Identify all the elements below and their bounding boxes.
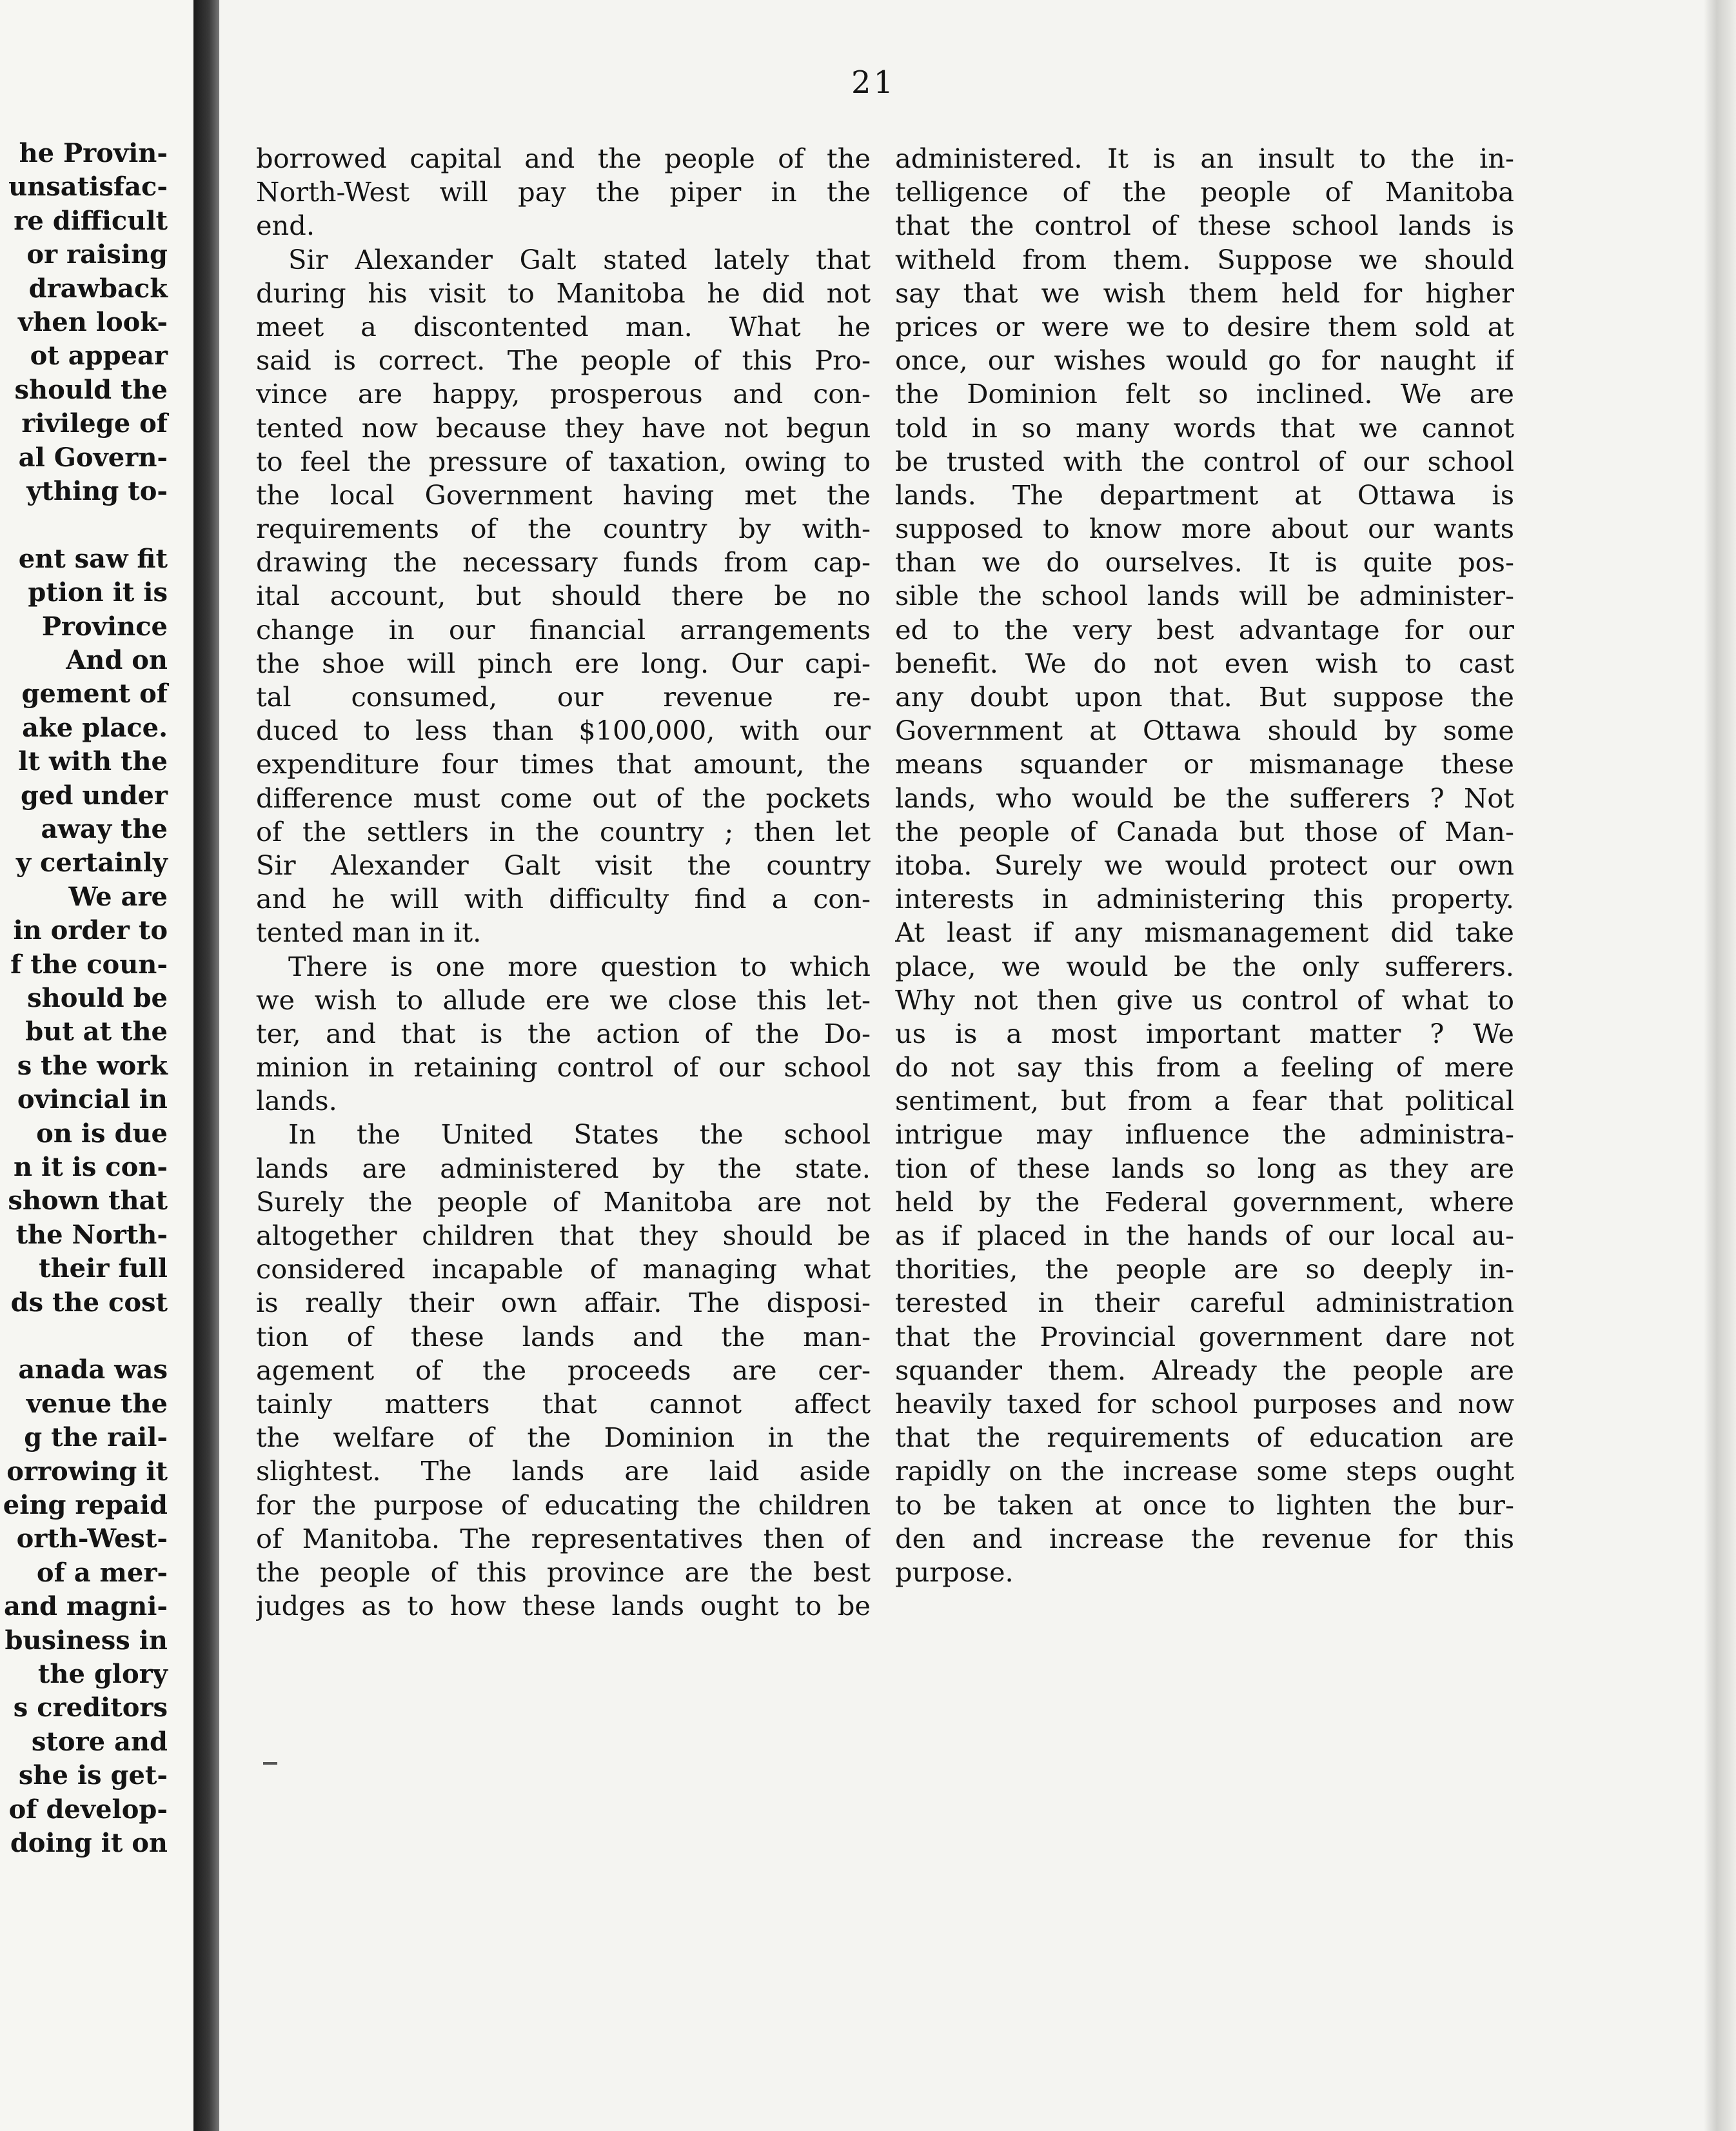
text-line: the welfare of the Dominion in the bbox=[256, 1422, 871, 1454]
fragment-line: doing it on bbox=[10, 1828, 168, 1858]
fragment-line: ake place. bbox=[22, 712, 168, 743]
fragment-line: gement of bbox=[21, 679, 168, 709]
text-line: expenditure four times that amount, the bbox=[256, 748, 871, 780]
text-line: to be taken at once to lighten the bur- bbox=[895, 1489, 1514, 1521]
fragment-line: lt with the bbox=[18, 746, 168, 777]
fragment-line: business in bbox=[5, 1625, 168, 1656]
text-line: difference must come out of the pockets bbox=[256, 782, 871, 814]
text-line: lands. The department at Ottawa is bbox=[895, 479, 1514, 511]
text-line: do not say this from a feeling of mere bbox=[895, 1051, 1514, 1084]
text-line: held by the Federal government, where bbox=[895, 1185, 1514, 1218]
text-line: the shoe will pinch ere long. Our capi- bbox=[256, 647, 871, 679]
text-line: Surely the people of Manitoba are not bbox=[256, 1185, 871, 1218]
stray-mark bbox=[263, 1762, 277, 1765]
text-line: sible the school lands will be administer- bbox=[895, 580, 1514, 612]
text-line: thorities, the people are so deeply in- bbox=[895, 1253, 1514, 1285]
text-line: meet a discontented man. What he bbox=[256, 310, 871, 342]
text-line: as if placed in the hands of our local au- bbox=[895, 1220, 1514, 1251]
fragment-line: ds the cost bbox=[10, 1287, 168, 1318]
text-line: that the control of these school lands is bbox=[895, 210, 1514, 242]
text-line: tented man in it. bbox=[256, 917, 482, 949]
text-line: administered. It is an insult to the in- bbox=[895, 143, 1514, 174]
fragment-line: of a mer- bbox=[36, 1557, 168, 1588]
text-line: intrigue may influence the administra- bbox=[895, 1118, 1514, 1151]
text-line: purpose. bbox=[895, 1556, 1014, 1588]
fragment-line: ged under bbox=[21, 780, 168, 811]
text-column-right bbox=[895, 142, 1514, 1589]
fragment-line: f the coun- bbox=[10, 949, 168, 980]
text-line: telligence of the people of Manitoba bbox=[895, 176, 1514, 208]
text-line: end. bbox=[256, 210, 315, 242]
text-line: of Manitoba. The representatives then of bbox=[256, 1522, 871, 1554]
text-line: the people of Canada but those of Man- bbox=[895, 815, 1514, 847]
text-line: that the Provincial government dare not bbox=[895, 1320, 1514, 1353]
text-line: requirements of the country by with- bbox=[256, 513, 871, 545]
fragment-line: should be bbox=[27, 983, 168, 1013]
fragment-line: Province bbox=[41, 611, 168, 642]
fragment-line: and magni- bbox=[4, 1591, 168, 1622]
fragment-line: venue the bbox=[26, 1388, 168, 1419]
fragment-line: or raising bbox=[26, 239, 168, 270]
text-line: Government at Ottawa should by some bbox=[895, 715, 1514, 747]
text-line: said is correct. The people of this Pro- bbox=[256, 344, 871, 377]
text-line: is really their own affair. The disposi- bbox=[256, 1287, 871, 1319]
text-line: judges as to how these lands ought to be bbox=[256, 1590, 871, 1622]
text-line: witheld from them. Suppose we should bbox=[895, 243, 1514, 275]
fragment-line: away the bbox=[41, 814, 168, 844]
text-line: tal consumed, our revenue re- bbox=[256, 681, 871, 713]
text-line: rapidly on the increase some steps ought bbox=[895, 1455, 1514, 1487]
text-line: squander them. Already the people are bbox=[895, 1354, 1514, 1386]
text-line: of the settlers in the country ; then let bbox=[256, 815, 871, 847]
text-line: sentiment, but from a fear that political bbox=[895, 1085, 1514, 1117]
fragment-line: And on bbox=[66, 645, 168, 675]
fragment-line: he Provin- bbox=[19, 138, 168, 168]
fragment-line: orrowing it bbox=[6, 1456, 168, 1487]
text-line: tion of these lands and the man- bbox=[256, 1320, 871, 1353]
text-line: we wish to allude ere we close this let- bbox=[256, 984, 871, 1016]
text-line: duced to less than $100,000, with our bbox=[256, 715, 871, 747]
facing-page-fragment bbox=[0, 0, 193, 2131]
text-line: At least if any mismanagement did take bbox=[895, 917, 1514, 949]
fragment-line: g the rail- bbox=[24, 1422, 168, 1453]
fragment-line: the North- bbox=[15, 1219, 168, 1250]
fragment-line: store and bbox=[31, 1726, 168, 1757]
fragment-line: their full bbox=[39, 1253, 168, 1284]
text-line: and he will with difficulty find a con- bbox=[256, 883, 871, 915]
text-line: ed to the very best advantage for our bbox=[895, 613, 1514, 646]
text-line: than we do ourselves. It is quite pos- bbox=[895, 546, 1514, 579]
text-line: vince are happy, prosperous and con- bbox=[256, 378, 871, 410]
fragment-line: ything to- bbox=[26, 476, 168, 506]
text-line: the people of this province are the best bbox=[256, 1556, 871, 1588]
text-column-left bbox=[256, 142, 871, 1623]
text-line: to feel the pressure of taxation, owing to bbox=[256, 445, 871, 477]
text-line: told in so many words that we cannot bbox=[895, 411, 1514, 444]
text-line: tented now because they have not begun bbox=[256, 411, 871, 444]
text-line: say that we wish them held for higher bbox=[895, 277, 1514, 309]
text-line: us is a most important matter ? We bbox=[895, 1017, 1514, 1049]
text-line: Sir Alexander Galt visit the country bbox=[256, 849, 871, 881]
text-line: during his visit to Manitoba he did not bbox=[256, 277, 871, 309]
fragment-line: should the bbox=[14, 374, 168, 405]
fragment-line: anada was bbox=[18, 1354, 168, 1385]
text-line: supposed to know more about our wants bbox=[895, 513, 1514, 545]
text-line: interests in administering this property. bbox=[895, 883, 1514, 915]
text-line: drawing the necessary funds from cap- bbox=[256, 546, 871, 579]
fragment-line: in order to bbox=[13, 915, 168, 946]
fragment-line: she is get- bbox=[18, 1760, 168, 1791]
text-line: itoba. Surely we would protect our own bbox=[895, 849, 1514, 881]
text-line: place, we would be the only sufferers. bbox=[895, 950, 1514, 982]
text-line: once, our wishes would go for naught if bbox=[895, 344, 1514, 377]
text-line: ter, and that is the action of the Do- bbox=[256, 1017, 871, 1049]
fragment-line: ot appear bbox=[30, 341, 168, 372]
text-line: ital account, but should there be no bbox=[256, 580, 871, 612]
fragment-line: but at the bbox=[25, 1016, 168, 1047]
fragment-line: the glory bbox=[37, 1659, 168, 1689]
text-line: slightest. The lands are laid aside bbox=[256, 1455, 871, 1487]
text-line: Sir Alexander Galt stated lately that bbox=[288, 243, 871, 275]
fragment-line: al Govern- bbox=[18, 442, 168, 473]
page-number: 21 bbox=[851, 64, 896, 101]
fragment-line: ption it is bbox=[28, 577, 168, 608]
fragment-line: n it is con- bbox=[14, 1152, 168, 1182]
text-line: change in our financial arrangements bbox=[256, 613, 871, 646]
fragment-line: of develop- bbox=[8, 1794, 168, 1825]
fragment-line: orth-West- bbox=[16, 1523, 168, 1554]
text-line: benefit. We do not even wish to cast bbox=[895, 647, 1514, 679]
text-line: that the requirements of education are bbox=[895, 1422, 1514, 1454]
text-line: considered incapable of managing what bbox=[256, 1253, 871, 1285]
text-line: borrowed capital and the people of the bbox=[256, 143, 871, 174]
fragment-line: vhen look- bbox=[17, 307, 168, 337]
fragment-line: rivilege of bbox=[21, 408, 168, 439]
text-line: North-West will pay the piper in the bbox=[256, 176, 871, 208]
fragment-line: on is due bbox=[36, 1118, 168, 1149]
text-line: altogether children that they should be bbox=[256, 1220, 871, 1251]
text-line: the local Government having met the bbox=[256, 479, 871, 511]
text-line: lands are administered by the state. bbox=[256, 1152, 871, 1184]
text-line: minion in retaining control of our school bbox=[256, 1051, 871, 1084]
text-line: for the purpose of educating the children bbox=[256, 1489, 871, 1521]
text-line: Why not then give us control of what to bbox=[895, 984, 1514, 1016]
fragment-line: s the work bbox=[17, 1050, 168, 1081]
fragment-line: unsatisfac- bbox=[8, 172, 168, 203]
text-line: tion of these lands so long as they are bbox=[895, 1152, 1514, 1184]
fragment-line: eing repaid bbox=[3, 1490, 168, 1520]
text-line: means squander or mismanage these bbox=[895, 748, 1514, 780]
fragment-line: re difficult bbox=[14, 205, 168, 236]
text-line: agement of the proceeds are cer- bbox=[256, 1354, 871, 1386]
text-line: lands, who would be the sufferers ? Not bbox=[895, 782, 1514, 814]
text-line: den and increase the revenue for this bbox=[895, 1522, 1514, 1554]
text-line: terested in their careful administration bbox=[895, 1287, 1514, 1319]
text-line: tainly matters that cannot affect bbox=[256, 1387, 871, 1420]
page-edge bbox=[1704, 0, 1736, 2131]
fragment-line: We are bbox=[68, 881, 168, 912]
text-line: lands. bbox=[256, 1085, 337, 1117]
fragment-line: ent saw fit bbox=[18, 543, 168, 574]
fragment-line: ovincial in bbox=[17, 1084, 168, 1115]
text-line: In the United States the school bbox=[288, 1118, 871, 1151]
text-line: prices or were we to desire them sold at bbox=[895, 310, 1514, 342]
text-line: the Dominion felt so inclined. We are bbox=[895, 378, 1514, 410]
text-line: There is one more question to which bbox=[288, 950, 871, 982]
fragment-line: drawback bbox=[28, 273, 168, 304]
fragment-line: shown that bbox=[8, 1185, 168, 1216]
text-line: be trusted with the control of our school bbox=[895, 445, 1514, 477]
fragment-line: s creditors bbox=[13, 1692, 168, 1723]
fragment-line: y certainly bbox=[15, 847, 168, 878]
text-line: heavily taxed for school purposes and now bbox=[895, 1387, 1514, 1420]
text-line: any doubt upon that. But suppose the bbox=[895, 681, 1514, 713]
book-gutter bbox=[193, 0, 219, 2131]
